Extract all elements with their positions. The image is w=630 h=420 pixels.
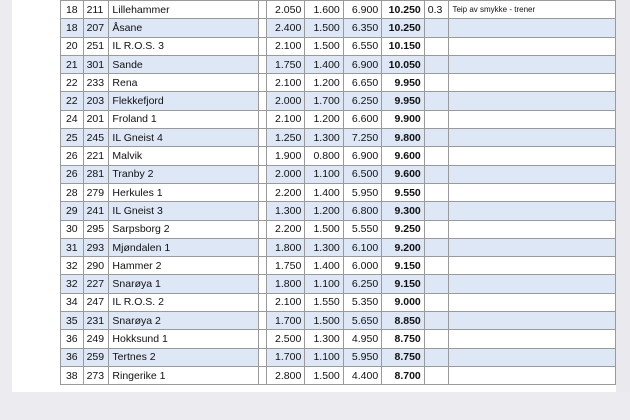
score-1-cell: 1.750 xyxy=(266,55,304,73)
table-row xyxy=(61,275,616,293)
table-row xyxy=(61,220,616,238)
total-score-cell: 8.700 xyxy=(382,366,425,384)
column-gap xyxy=(259,312,267,330)
rank-cell: 26 xyxy=(61,165,84,183)
score-2-cell: 1.100 xyxy=(305,165,343,183)
start-number-cell: 227 xyxy=(83,275,109,293)
score-3-cell: 4.950 xyxy=(343,330,381,348)
deduction-cell xyxy=(424,37,449,55)
team-name-cell: Snarøya 1 xyxy=(109,275,259,293)
start-number-cell: 231 xyxy=(83,312,109,330)
deduction-cell xyxy=(424,238,449,256)
table-row xyxy=(61,238,616,256)
score-2-cell: 0.800 xyxy=(305,147,343,165)
rank-cell: 21 xyxy=(61,55,84,73)
score-2-cell: 1.100 xyxy=(305,348,343,366)
comment-cell xyxy=(449,55,616,73)
team-name-cell: Lillehammer xyxy=(109,1,259,19)
score-1-cell: 1.800 xyxy=(266,238,304,256)
team-name-cell: Herkules 1 xyxy=(109,183,259,201)
start-number-cell: 290 xyxy=(83,257,109,275)
start-number-cell: 293 xyxy=(83,238,109,256)
results-table xyxy=(60,0,616,385)
rank-cell: 32 xyxy=(61,257,84,275)
total-score-cell: 9.950 xyxy=(382,74,425,92)
score-3-cell: 6.350 xyxy=(343,19,381,37)
rank-cell: 32 xyxy=(61,275,84,293)
score-1-cell: 1.700 xyxy=(266,348,304,366)
score-3-cell: 6.800 xyxy=(343,202,381,220)
score-3-cell: 6.650 xyxy=(343,74,381,92)
rank-cell: 24 xyxy=(61,110,84,128)
table-row xyxy=(61,257,616,275)
total-score-cell: 8.850 xyxy=(382,312,425,330)
comment-cell xyxy=(449,165,616,183)
team-name-cell: Sande xyxy=(109,55,259,73)
deduction-cell xyxy=(424,275,449,293)
comment-cell xyxy=(449,330,616,348)
total-score-cell: 9.000 xyxy=(382,293,425,311)
start-number-cell: 233 xyxy=(83,74,109,92)
team-name-cell: IL Gneist 4 xyxy=(109,129,259,147)
team-name-cell: IL R.O.S. 3 xyxy=(109,37,259,55)
total-score-cell: 9.300 xyxy=(382,202,425,220)
score-1-cell: 2.500 xyxy=(266,330,304,348)
score-2-cell: 1.400 xyxy=(305,257,343,275)
table-row xyxy=(61,110,616,128)
start-number-cell: 211 xyxy=(83,1,109,19)
score-1-cell: 2.100 xyxy=(266,37,304,55)
total-score-cell: 9.150 xyxy=(382,275,425,293)
comment-cell: Teip av smykke - trener xyxy=(449,1,616,19)
deduction-cell xyxy=(424,366,449,384)
column-gap xyxy=(259,202,267,220)
total-score-cell: 9.550 xyxy=(382,183,425,201)
table-row xyxy=(61,293,616,311)
score-1-cell: 2.400 xyxy=(266,19,304,37)
column-gap xyxy=(259,1,267,19)
score-3-cell: 6.900 xyxy=(343,147,381,165)
comment-cell xyxy=(449,147,616,165)
table-row xyxy=(61,92,616,110)
team-name-cell: Rena xyxy=(109,74,259,92)
team-name-cell: IL R.O.S. 2 xyxy=(109,293,259,311)
deduction-cell xyxy=(424,110,449,128)
deduction-cell xyxy=(424,165,449,183)
score-1-cell: 1.700 xyxy=(266,312,304,330)
team-name-cell: Malvik xyxy=(109,147,259,165)
score-3-cell: 5.650 xyxy=(343,312,381,330)
table-row xyxy=(61,147,616,165)
deduction-cell xyxy=(424,147,449,165)
score-2-cell: 1.600 xyxy=(305,1,343,19)
start-number-cell: 245 xyxy=(83,129,109,147)
column-gap xyxy=(259,257,267,275)
team-name-cell: Sarpsborg 2 xyxy=(109,220,259,238)
start-number-cell: 241 xyxy=(83,202,109,220)
team-name-cell: Ringerike 1 xyxy=(109,366,259,384)
score-1-cell: 1.750 xyxy=(266,257,304,275)
column-gap xyxy=(259,92,267,110)
total-score-cell: 9.150 xyxy=(382,257,425,275)
table-row xyxy=(61,165,616,183)
comment-cell xyxy=(449,37,616,55)
comment-cell xyxy=(449,312,616,330)
deduction-cell xyxy=(424,293,449,311)
table-row xyxy=(61,202,616,220)
deduction-cell xyxy=(424,348,449,366)
start-number-cell: 279 xyxy=(83,183,109,201)
score-2-cell: 1.400 xyxy=(305,183,343,201)
score-1-cell: 2.800 xyxy=(266,366,304,384)
score-3-cell: 4.400 xyxy=(343,366,381,384)
deduction-cell: 0.3 xyxy=(424,1,449,19)
comment-cell xyxy=(449,275,616,293)
comment-cell xyxy=(449,129,616,147)
total-score-cell: 8.750 xyxy=(382,348,425,366)
column-gap xyxy=(259,74,267,92)
column-gap xyxy=(259,129,267,147)
total-score-cell: 9.600 xyxy=(382,165,425,183)
team-name-cell: Tertnes 2 xyxy=(109,348,259,366)
column-gap xyxy=(259,220,267,238)
comment-cell xyxy=(449,92,616,110)
rank-cell: 25 xyxy=(61,129,84,147)
total-score-cell: 10.150 xyxy=(382,37,425,55)
total-score-cell: 9.200 xyxy=(382,238,425,256)
score-2-cell: 1.200 xyxy=(305,202,343,220)
deduction-cell xyxy=(424,257,449,275)
deduction-cell xyxy=(424,19,449,37)
team-name-cell: Snarøya 2 xyxy=(109,312,259,330)
team-name-cell: Hokksund 1 xyxy=(109,330,259,348)
rank-cell: 36 xyxy=(61,330,84,348)
team-name-cell: Flekkefjord xyxy=(109,92,259,110)
column-gap xyxy=(259,37,267,55)
start-number-cell: 295 xyxy=(83,220,109,238)
column-gap xyxy=(259,183,267,201)
document-page xyxy=(12,0,616,392)
start-number-cell: 247 xyxy=(83,293,109,311)
rank-cell: 29 xyxy=(61,202,84,220)
table-row xyxy=(61,74,616,92)
score-2-cell: 1.200 xyxy=(305,110,343,128)
score-3-cell: 6.000 xyxy=(343,257,381,275)
rank-cell: 38 xyxy=(61,366,84,384)
score-1-cell: 2.100 xyxy=(266,74,304,92)
left-margin xyxy=(0,0,12,420)
column-gap xyxy=(259,110,267,128)
total-score-cell: 9.250 xyxy=(382,220,425,238)
total-score-cell: 9.900 xyxy=(382,110,425,128)
table-row xyxy=(61,19,616,37)
score-2-cell: 1.500 xyxy=(305,312,343,330)
score-2-cell: 1.700 xyxy=(305,92,343,110)
comment-cell xyxy=(449,366,616,384)
score-1-cell: 1.250 xyxy=(266,129,304,147)
start-number-cell: 249 xyxy=(83,330,109,348)
column-gap xyxy=(259,238,267,256)
score-3-cell: 6.250 xyxy=(343,92,381,110)
team-name-cell: Tranby 2 xyxy=(109,165,259,183)
start-number-cell: 281 xyxy=(83,165,109,183)
start-number-cell: 203 xyxy=(83,92,109,110)
score-3-cell: 5.950 xyxy=(343,183,381,201)
column-gap xyxy=(259,147,267,165)
rank-cell: 22 xyxy=(61,92,84,110)
comment-cell xyxy=(449,202,616,220)
score-3-cell: 6.550 xyxy=(343,37,381,55)
deduction-cell xyxy=(424,220,449,238)
score-3-cell: 5.550 xyxy=(343,220,381,238)
comment-cell xyxy=(449,183,616,201)
score-3-cell: 6.100 xyxy=(343,238,381,256)
column-gap xyxy=(259,55,267,73)
rank-cell: 18 xyxy=(61,19,84,37)
score-3-cell: 6.900 xyxy=(343,55,381,73)
rank-cell: 34 xyxy=(61,293,84,311)
score-1-cell: 2.100 xyxy=(266,110,304,128)
score-2-cell: 1.300 xyxy=(305,238,343,256)
table-row xyxy=(61,55,616,73)
deduction-cell xyxy=(424,183,449,201)
total-score-cell: 10.250 xyxy=(382,1,425,19)
team-name-cell: Froland 1 xyxy=(109,110,259,128)
rank-cell: 20 xyxy=(61,37,84,55)
table-row xyxy=(61,312,616,330)
table-row xyxy=(61,129,616,147)
team-name-cell: Mjøndalen 1 xyxy=(109,238,259,256)
bottom-margin xyxy=(0,392,630,420)
score-1-cell: 2.100 xyxy=(266,293,304,311)
score-3-cell: 6.250 xyxy=(343,275,381,293)
rank-cell: 35 xyxy=(61,312,84,330)
total-score-cell: 10.250 xyxy=(382,19,425,37)
start-number-cell: 221 xyxy=(83,147,109,165)
start-number-cell: 251 xyxy=(83,37,109,55)
score-3-cell: 6.900 xyxy=(343,1,381,19)
team-name-cell: Hammer 2 xyxy=(109,257,259,275)
total-score-cell: 9.950 xyxy=(382,92,425,110)
score-3-cell: 6.600 xyxy=(343,110,381,128)
rank-cell: 28 xyxy=(61,183,84,201)
comment-cell xyxy=(449,293,616,311)
score-2-cell: 1.500 xyxy=(305,37,343,55)
deduction-cell xyxy=(424,202,449,220)
deduction-cell xyxy=(424,92,449,110)
deduction-cell xyxy=(424,330,449,348)
column-gap xyxy=(259,366,267,384)
table-row xyxy=(61,1,616,19)
table-row xyxy=(61,330,616,348)
table-row xyxy=(61,348,616,366)
comment-cell xyxy=(449,220,616,238)
total-score-cell: 8.750 xyxy=(382,330,425,348)
deduction-cell xyxy=(424,312,449,330)
rank-cell: 36 xyxy=(61,348,84,366)
score-1-cell: 1.800 xyxy=(266,275,304,293)
score-3-cell: 5.350 xyxy=(343,293,381,311)
score-1-cell: 2.000 xyxy=(266,165,304,183)
score-1-cell: 1.300 xyxy=(266,202,304,220)
rank-cell: 22 xyxy=(61,74,84,92)
comment-cell xyxy=(449,74,616,92)
table-row xyxy=(61,37,616,55)
score-3-cell: 7.250 xyxy=(343,129,381,147)
score-1-cell: 1.900 xyxy=(266,147,304,165)
column-gap xyxy=(259,275,267,293)
score-2-cell: 1.550 xyxy=(305,293,343,311)
table-row xyxy=(61,366,616,384)
score-2-cell: 1.300 xyxy=(305,129,343,147)
column-gap xyxy=(259,348,267,366)
rank-cell: 30 xyxy=(61,220,84,238)
team-name-cell: IL Gneist 3 xyxy=(109,202,259,220)
rank-cell: 31 xyxy=(61,238,84,256)
score-2-cell: 1.100 xyxy=(305,275,343,293)
start-number-cell: 273 xyxy=(83,366,109,384)
score-3-cell: 5.950 xyxy=(343,348,381,366)
column-gap xyxy=(259,165,267,183)
column-gap xyxy=(259,293,267,311)
score-2-cell: 1.500 xyxy=(305,366,343,384)
score-3-cell: 6.500 xyxy=(343,165,381,183)
team-name-cell: Åsane xyxy=(109,19,259,37)
score-1-cell: 2.200 xyxy=(266,220,304,238)
deduction-cell xyxy=(424,129,449,147)
total-score-cell: 10.050 xyxy=(382,55,425,73)
comment-cell xyxy=(449,19,616,37)
rank-cell: 26 xyxy=(61,147,84,165)
table-row xyxy=(61,183,616,201)
total-score-cell: 9.800 xyxy=(382,129,425,147)
comment-cell xyxy=(449,238,616,256)
score-2-cell: 1.500 xyxy=(305,220,343,238)
deduction-cell xyxy=(424,55,449,73)
deduction-cell xyxy=(424,74,449,92)
column-gap xyxy=(259,19,267,37)
comment-cell xyxy=(449,257,616,275)
start-number-cell: 301 xyxy=(83,55,109,73)
rank-cell: 18 xyxy=(61,1,84,19)
comment-cell xyxy=(449,110,616,128)
score-2-cell: 1.400 xyxy=(305,55,343,73)
score-1-cell: 2.000 xyxy=(266,92,304,110)
score-2-cell: 1.500 xyxy=(305,19,343,37)
start-number-cell: 207 xyxy=(83,19,109,37)
score-2-cell: 1.300 xyxy=(305,330,343,348)
total-score-cell: 9.600 xyxy=(382,147,425,165)
comment-cell xyxy=(449,348,616,366)
score-1-cell: 2.200 xyxy=(266,183,304,201)
start-number-cell: 201 xyxy=(83,110,109,128)
score-2-cell: 1.200 xyxy=(305,74,343,92)
column-gap xyxy=(259,330,267,348)
score-1-cell: 2.050 xyxy=(266,1,304,19)
start-number-cell: 259 xyxy=(83,348,109,366)
